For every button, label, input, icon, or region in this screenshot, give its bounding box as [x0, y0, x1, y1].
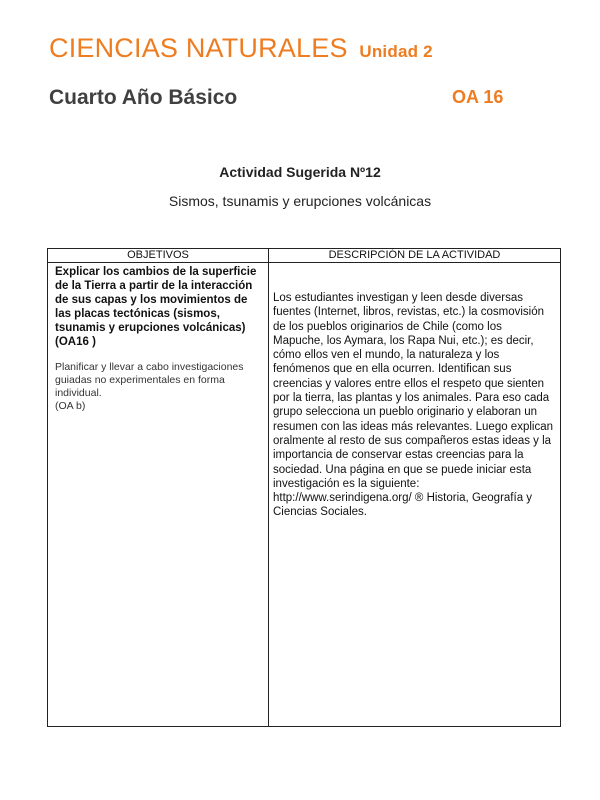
subject-name: CIENCIAS NATURALES [49, 33, 348, 63]
objective-main-text: Explicar los cambios de la superficie de la Tierra a partir de la interacción de sus capas y los movimientos de las placas tectónicas (sismos, tsunamis y erupciones volcánicas) (OA16 ) [55, 266, 257, 348]
header-description: DESCRIPCIÓN DE LA ACTIVIDAD [269, 249, 561, 263]
objective-skill-text: Planificar y llevar a cabo investigaciones guiadas no experimentales en forma individual. [55, 361, 244, 399]
oa-code: OA 16 [452, 87, 504, 107]
description-cell [269, 263, 561, 727]
header-objectives: OBJETIVOS [48, 249, 269, 263]
objective-reference: (OA b) [55, 400, 86, 412]
activity-subtitle: Sismos, tsunamis y erupciones volcánicas [168, 193, 432, 209]
objectives-cell [48, 263, 269, 727]
description-text: Los estudiantes investigan y leen desde diversas fuentes (Internet, libros, revistas, etc.) la cosmovisión de los pueblos originarios de Chile (como los Mapuche, los Aymara, los Rapa Nui, etc.); es decir, cómo ellos ven el mundo, la naturaleza y los fenómenos que en ella ocurren. Identifican sus creencias y valores entre ellos el respeto que sienten por la tierra, las plantas y los animales. Para eso cada grupo selecciona un pueblo originario y elaboran un resumen con las ideas más relevantes. Luego explican oralmente al resto de sus compañeros estas ideas y la importancia de conservar estas creencias para la sociedad. Una página en que se puede iniciar esta investigación es la siguiente: http://www.serindigena.org/ ® Historia, Geografía y Ciencias Sociales. [273, 292, 553, 519]
table-row [48, 263, 561, 727]
activity-title: Actividad Sugerida Nº12 [219, 164, 381, 180]
activity-table [47, 248, 561, 727]
grade-title: Cuarto Año Básico [49, 86, 238, 109]
table-header-row [48, 249, 561, 263]
unit-label: Unidad 2 [359, 42, 433, 61]
subject-title [49, 33, 433, 64]
